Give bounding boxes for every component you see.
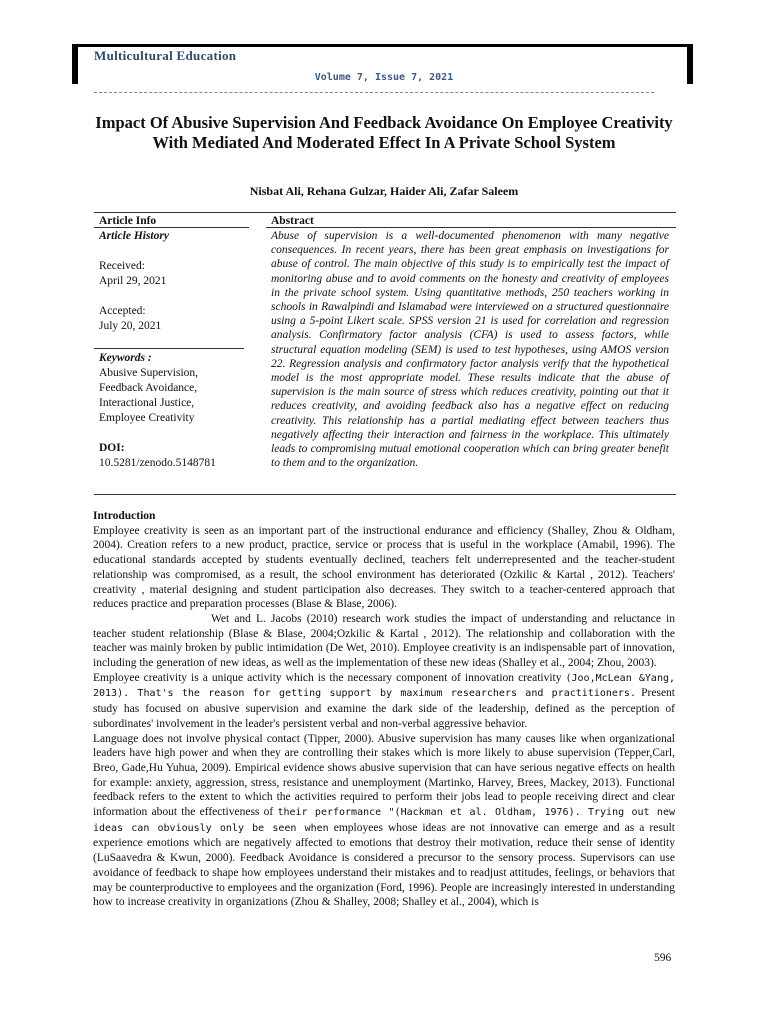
article-info-column — [99, 214, 259, 471]
author-list: Nisbat Ali, Rehana Gulzar, Haider Ali, Zafar Saleem — [249, 184, 519, 198]
paragraph-text: Present study has focused on abusive supervision and examine the dark side of the leadership, defined as the perception of subordinates' involvement in the leader's persistent verbal and non-verbal aggressive behavior. — [93, 687, 676, 730]
keywords-rule — [94, 348, 244, 349]
paragraph-text-mono: their performance "(Hackman et al. Oldham, 1976). Trying out new ideas can obviously only be seen when — [93, 807, 675, 834]
keyword-item: Employee Creativity — [99, 412, 195, 424]
abstract-heading: Abstract — [271, 215, 314, 227]
body-text — [93, 509, 675, 910]
article-info-heading: Article Info — [99, 215, 157, 227]
page-number: 596 — [654, 952, 672, 964]
paper-title: Impact Of Abusive Supervision And Feedback Avoidance On Employee Creativity With Mediated And Moderated Effect In A Private School System — [95, 113, 673, 152]
paragraph — [93, 671, 675, 732]
paragraph-text-mono: (Joo,McLean &Yang, 2013). That's the reason for getting support by maximum researchers and practitioners. — [93, 672, 675, 700]
paragraph: Wet and L. Jacobs (2010) research work studies the impact of understanding and reluctance in teacher student relationship (Blase & Blase, 2004;Ozkilic & Kartal , 2012). The relationship and collaboration with the teacher was mainly broken by public intimidation (De Wet, 2010). Employee creativity is an indispensable part of innovation, including the generation of new ideas, as well as the implementation of these new ideas (Shalley et al., 2004; Zhou, 2003). — [93, 612, 675, 670]
article-history-heading: Article History — [99, 230, 169, 242]
received-label: Received: — [99, 260, 145, 272]
accepted-date: July 20, 2021 — [99, 320, 162, 332]
paragraph-text: Employee creativity is a unique activity which is the necessary component of innovation creativity — [93, 671, 566, 684]
header-frame-top — [72, 44, 693, 47]
paragraph-text: Language does not involve physical contact (Tipper, 2000). Abusive supervision has many causes like when organizational leaders have high power and when they are controlling their stakes which is more likely to abuse supervision (Tepper,Carl, Breo, Gade,Hu Yuhua, 2009). Empirical evidence shows abusive supervision that can have serious negative effects on health for example: anxiety, aggression, stress, resistance and unemployment (Martinko, Harvey, Brees, Mackey, 2013). Functional feedback refers to the extent to which the activities required to perform their jobs lead to people receiving direct and clear information about the effectiveness of — [93, 732, 675, 819]
journal-name: Multicultural Education — [94, 48, 237, 63]
keyword-item: Interactional Justice, — [99, 397, 195, 409]
table-bottom-rule — [94, 494, 676, 495]
paragraph-text: employees whose ideas are not innovative can emerge and as a result experience emotions which are negatively affected to emotions that destroy their motivation, reduce their sense of identity (LuSaavedra & Kwun, 2000). Feedback Avoidance is considered a precursor to the sensory process. Supervisors can use avoidance of feedback to shape how employees understand their mistakes and to readjust attitudes, feelings, or behaviors that may be counterproductive to employees and the organization (Ford, 1996). People are increasingly interested in understanding how to increase creativity in organizations (Zhou & Shalley, 2008; Shalley et al., 2004), which is — [93, 821, 675, 909]
abstract-text: Abuse of supervision is a well-documented phenomenon with many negative consequences. In recent years, there has been great emphasis on investigations for abuse of control. The main objective of this study is to empirically test the impact of monitoring abuse and to avoid comments on the honesty and creativity of employees in the private school system. Using quantitative methods, 250 teachers working in schools in Rawalpindi and Islamabad were interviewed on a structured questionnaire using a 5-point Likert scale. SPSS version 21 is used for correlation and regression analysis. Confirmatory factor analysis (CFA) is used to assess factors, while structural equation modeling (SEM) is used to test hypotheses, using AMOS version 22. Regression analysis and confirmatory factor analysis verify that the hypothetical model is the most appropriate model. These results indicate that the abuse of supervision is the main source of stress which reduces creativity, pointing out that it reduces creativity, and avoiding feedback also has a negative effect on reducing creativity. This relationship has a partial mediating effect between teachers thus negatively affecting their interaction and fairness in the workplace. This ultimately leads to compromising mutual emotional cooperation which can bring greater benefit to them and to the organization. — [271, 230, 669, 470]
paragraph — [93, 732, 675, 910]
table-top-rule — [94, 212, 676, 213]
abstract-column — [271, 214, 669, 470]
header-divider — [94, 92, 654, 93]
doi-value[interactable]: 10.5281/zenodo.5148781 — [99, 457, 216, 469]
received-date: April 29, 2021 — [99, 275, 167, 287]
paragraph: Employee creativity is seen as an important part of the instructional endurance and efficiency (Shalley, Zhou & Oldham, 2004). Creation refers to a new product, practice, service or process that is useful in the workplace (Amabil, 1996). The educational standards accepted by students eventually declined, teachers felt underrepresented and the teacher-student relationship was compromised, as a result, the school environment has deteriorated (Ozkilic & Kartal , 2012). Teachers' creativity , material designing and student participation also decreases. They switch to a teacher-centered approach that reduces practice and preparation processes (Blase & Blase, 2006). — [93, 524, 675, 611]
keywords-heading: Keywords : — [99, 352, 152, 364]
keyword-item: Feedback Avoidance, — [99, 382, 198, 394]
keyword-item: Abusive Supervision, — [99, 367, 199, 379]
volume-issue: Volume 7, Issue 7, 2021 — [314, 72, 454, 83]
doi-label: DOI: — [99, 442, 125, 454]
accepted-label: Accepted: — [99, 305, 146, 317]
introduction-heading: Introduction — [93, 510, 156, 522]
